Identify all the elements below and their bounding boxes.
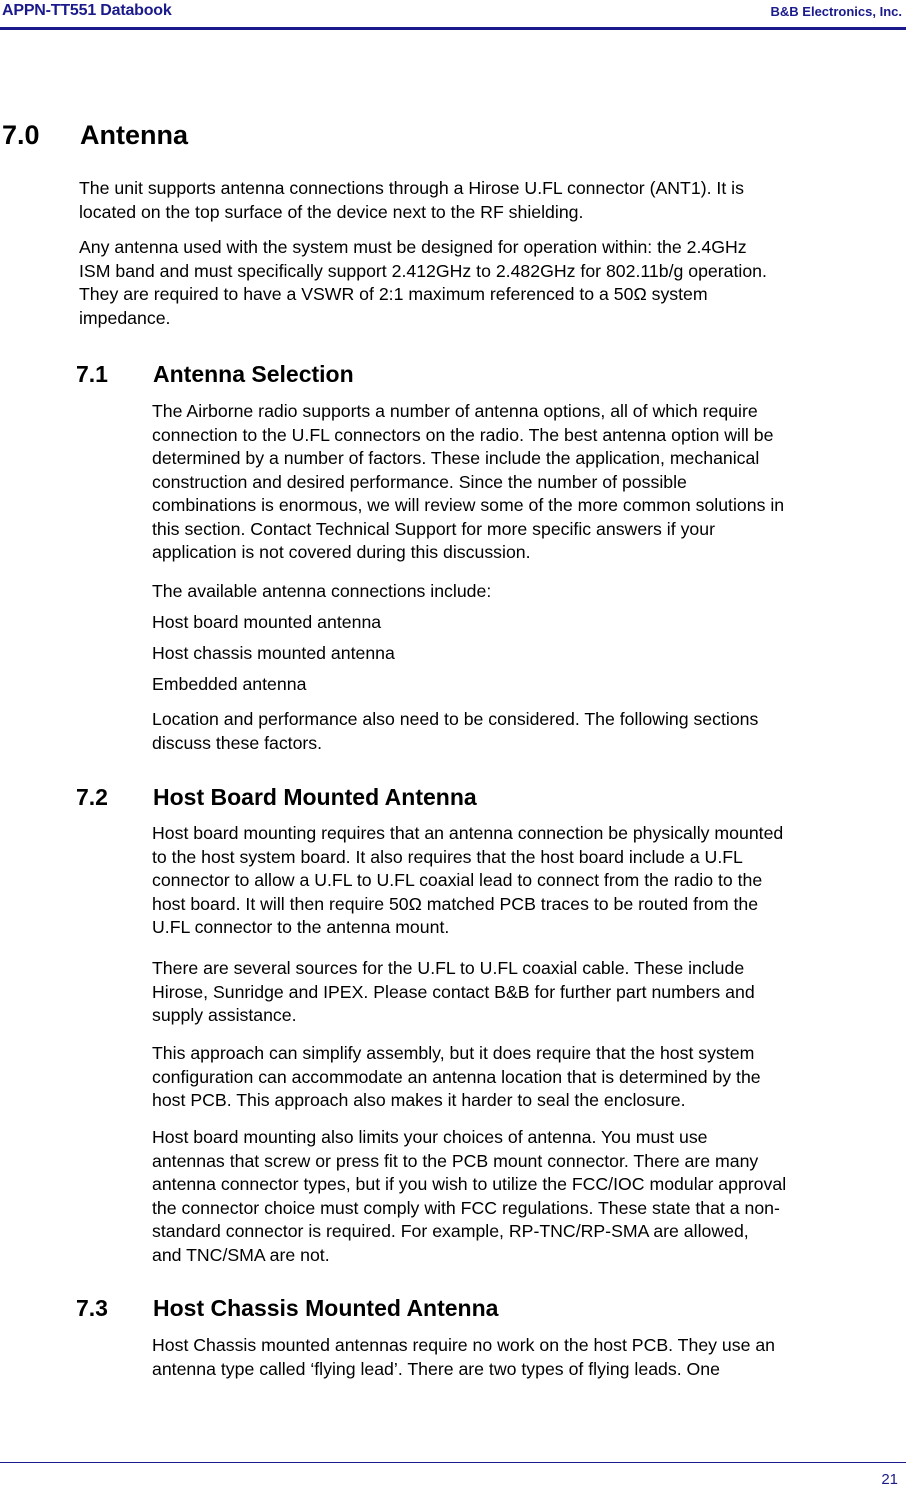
section-number: 7.0 (2, 120, 40, 150)
company-name: B&B Electronics, Inc. (770, 4, 902, 19)
header-divider (0, 27, 906, 30)
page-number: 21 (881, 1471, 898, 1488)
text-line: Host Chassis mounted antennas require no work on the host PCB. They use an (152, 1335, 776, 1355)
section-title: Antenna Selection (153, 361, 354, 387)
text-line: They are required to have a VSWR of 2:1 maximum referenced to a 50Ω system (79, 284, 708, 304)
list-item: Embedded antenna (152, 674, 307, 694)
section-title: Antenna (80, 120, 188, 150)
list-item: Host chassis mounted antenna (152, 643, 395, 663)
paragraph-7-2-1 (152, 822, 783, 940)
list-intro: The available antenna connections include: (152, 581, 492, 601)
heading-7-2 (76, 784, 477, 810)
text-line: The Airborne radio supports a number of antenna options, all of which require (152, 401, 758, 421)
heading-7-3 (76, 1295, 498, 1321)
text-line: connector to allow a U.FL to U.FL coaxial lead to connect from the radio to the (152, 870, 763, 890)
text-line: ISM band and must specifically support 2.412GHz to 2.482GHz for 802.11b/g operation. (79, 260, 767, 281)
text-line: Host board mounting also limits your choices of antenna. You must use (152, 1127, 708, 1147)
footer-divider (0, 1462, 906, 1463)
text-line: impedance. (79, 307, 171, 328)
paragraph-7-0-1 (79, 177, 744, 224)
section-title: Host Chassis Mounted Antenna (153, 1295, 499, 1321)
text-line: The unit supports antenna connections through a Hirose U.FL connector (ANT1). It is (79, 178, 744, 198)
paragraph-7-3-1 (152, 1334, 775, 1381)
text-line: antennas that screw or press fit to the PCB mount connector. There are many (152, 1150, 759, 1171)
text-line: antenna connector types, but if you wish to utilize the FCC/IOC modular approval (152, 1174, 787, 1194)
text-line: standard connector is required. For example, RP-TNC/RP-SMA are allowed, (152, 1221, 749, 1241)
text-line: Any antenna used with the system must be designed for operation within: the 2.4GHz (79, 237, 747, 257)
page-header (0, 0, 906, 32)
text-line: combinations is enormous, we will review some of the more common solutions in (152, 495, 785, 515)
paragraph-7-0-2 (79, 236, 767, 330)
text-line: antenna type called ‘flying lead’. There are two types of flying leads. One (152, 1358, 720, 1379)
text-line: Hirose, Sunridge and IPEX. Please contact B&B for further part numbers and (152, 981, 755, 1002)
heading-7-0 (2, 120, 188, 150)
section-number: 7.1 (76, 361, 108, 387)
text-line: host PCB. This approach also makes it harder to seal the enclosure. (152, 1090, 686, 1110)
text-line: construction and desired performance. Since the number of possible (152, 471, 687, 492)
section-number: 7.3 (76, 1295, 108, 1321)
text-line: this section. Contact Technical Support for more specific answers if your (152, 518, 715, 539)
text-line: configuration can accommodate an antenna location that is determined by the (152, 1066, 761, 1087)
paragraph-7-2-2 (152, 957, 755, 1028)
paragraph-7-1-2 (152, 708, 758, 755)
text-line: to the host system board. It also requires that the host board include a U.FL (152, 846, 743, 867)
text-line: the connector choice must comply with FCC regulations. These state that a non- (152, 1197, 780, 1218)
paragraph-7-2-3 (152, 1042, 761, 1113)
text-line: U.FL connector to the antenna mount. (152, 917, 450, 937)
text-line: application is not covered during this discussion. (152, 542, 531, 562)
section-title: Host Board Mounted Antenna (153, 784, 477, 810)
list-item: Host board mounted antenna (152, 612, 382, 632)
paragraph-7-2-4 (152, 1126, 786, 1267)
heading-7-1 (76, 361, 354, 387)
paragraph-7-1-1 (152, 400, 784, 565)
text-line: located on the top surface of the device next to the RF shielding. (79, 201, 584, 222)
section-number: 7.2 (76, 784, 108, 810)
text-line: connection to the U.FL connectors on the radio. The best antenna option will be (152, 424, 774, 445)
text-line: determined by a number of factors. These include the application, mechanical (152, 448, 760, 468)
text-line: Location and performance also need to be considered. The following sections (152, 709, 759, 729)
text-line: host board. It will then require 50Ω matched PCB traces to be routed from the (152, 893, 759, 914)
document-title: APPN-TT551 Databook (2, 2, 172, 19)
text-line: discuss these factors. (152, 732, 323, 753)
text-line: and TNC/SMA are not. (152, 1244, 330, 1265)
text-line: Host board mounting requires that an antenna connection be physically mounted (152, 823, 784, 843)
text-line: There are several sources for the U.FL to U.FL coaxial cable. These include (152, 958, 745, 978)
text-line: supply assistance. (152, 1005, 297, 1025)
text-line: This approach can simplify assembly, but it does require that the host system (152, 1043, 755, 1063)
